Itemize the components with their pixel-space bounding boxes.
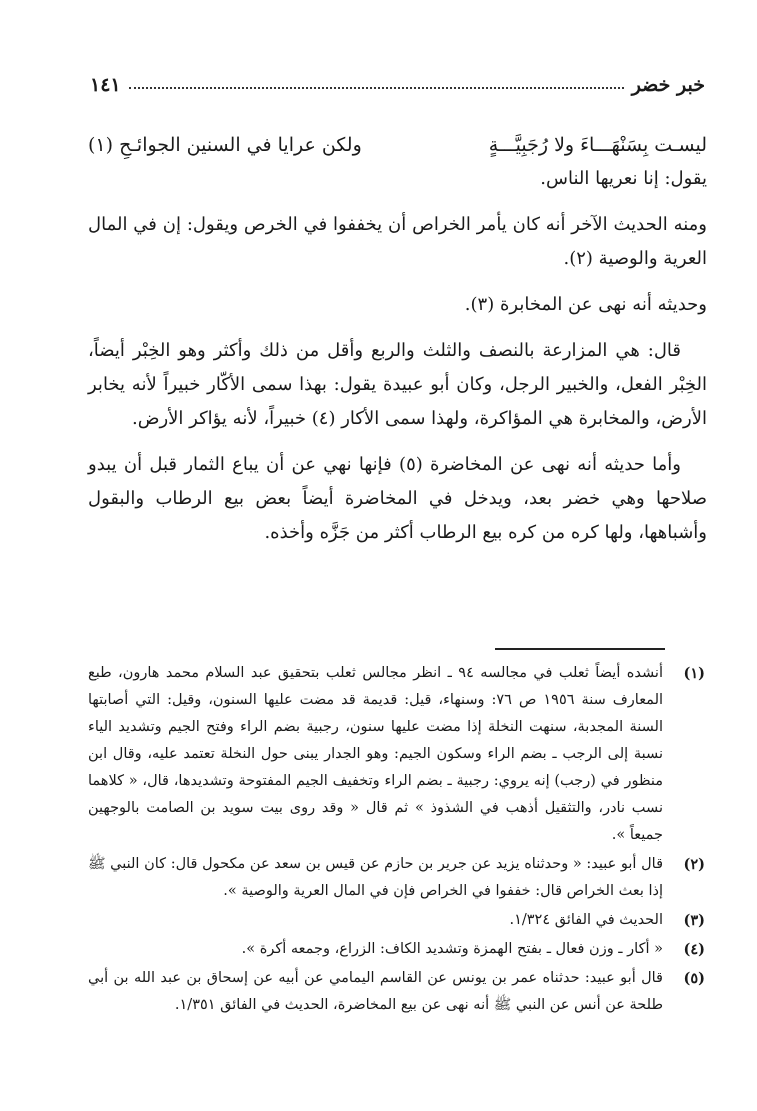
footnote: [88, 936, 705, 963]
paragraph: وأما حديثه أنه نهى عن المخاضرة (٥) فإنها نهي عن أن يباع الثمار قبل أن يبدو صلاحها وهي خضر بعد، ويدخل في المخاضرة أيضاً بعض بيع الرطاب والبقول وأشباهها، ولها كره من كره بيع الرطاب أكثر من جَزَّه وأخذه.: [88, 454, 707, 543]
running-header: [90, 70, 705, 100]
footnote-text: الحديث في الفائق ١/٣٢٤.: [509, 912, 663, 928]
footnote-text: « أكار ـ وزن فعال ـ بفتح الهمزة وتشديد الكاف: الزراع، وجمعه أكرة ».: [241, 941, 663, 957]
footnote-text: أنشده أيضاً ثعلب في مجالسه ٩٤ ـ انظر مجالس ثعلب بتحقيق عبد السلام محمد هارون، طبع المعارف سنة ١٩٥٦ ص ٧٦: وسنهاء، قيل: قديمة قد مضت عليها السنون، وقيل: التي أصابتها السنة المجدبة، سنهت النخلة إذا مضت عليها سنون، رجبية بضم الراء وفتح الجيم وتشديد الياء نسبة إلى الرجب ـ بضم الراء وسكون الجيم: وهو الجدار يبنى حول النخلة تعتمد عليه، وقال ابن منظور في (رجب) إنه يروي: رجبية ـ بضم الراء وتخفيف الجيم المفتوحة وتشديدها، قال، « كلاهما نسب نادر، والتثقيل أذهب في الشذوذ » ثم قال « وقد روى بيت سويد بن الصامت بالوجهين جميعاً ».: [88, 665, 664, 843]
footnote-separator: [495, 648, 665, 650]
paragraph: قال: هي المزارعة بالنصف والثلث والربع وأقل من ذلك وأكثر وهو الخِبْر أيضاً، الخِبْر الفعل، والخبير الرجل، وكان أبو عبيدة يقول: بهذا سمى الأكّار خبيراً لأنه يخابر الأرض، والمخابرة هي المؤاكرة، ولهذا سمى الأكار (٤) خبيراً، لأنه يؤاكر الأرض.: [88, 340, 707, 429]
footnote: [88, 965, 705, 1019]
footnote-number: (١): [683, 665, 705, 682]
header-title: خبر خضر: [631, 74, 705, 96]
footnote-number: (٤): [683, 941, 705, 958]
footnote-text: قال أبو عبيد: « وحدثناه يزيد عن جرير بن حازم عن قيس بن سعد عن مكحول قال: كان النبي ﷺ إذا بعث الخراص قال: خففوا في الخراص فإن في المال العرية والوصية ».: [88, 856, 663, 899]
footnote-number: (٥): [683, 970, 705, 987]
header-dotted-leader: [129, 87, 624, 89]
footnote-text: قال أبو عبيد: حدثناه عمر بن يونس عن القاسم اليمامي عن أبيه عن إسحاق بن عبد الله بن أبي طلحة عن أنس عن النبي ﷺ أنه نهى عن بيع المخاضرة، الحديث في الفائق ١/٣٥١.: [88, 970, 663, 1013]
verse-second-hemistich: ولكن عرايا في السنين الجوائـحِ (١): [88, 134, 362, 156]
paragraph: ومنه الحديث الآخر أنه كان يأمر الخراص أن يخففوا في الخرص ويقول: إن في المال العرية والوصية (٢).: [88, 214, 707, 269]
footnote-number: (٣): [683, 912, 705, 929]
footnote: [88, 851, 705, 905]
poem-verse: [88, 128, 707, 162]
footnote: [88, 660, 705, 849]
paragraph: يقول: إنا نعريها الناس.: [540, 168, 707, 189]
footnote-number: (٢): [683, 856, 705, 873]
verse-first-hemistich: ليسـت بِسَنْهَـــاءَ ولا رُجَبِيَّـــةٍ: [488, 134, 707, 156]
footnotes: [88, 660, 705, 1021]
paragraph: وحديثه أنه نهى عن المخابرة (٣).: [464, 294, 707, 315]
main-text: [88, 128, 707, 550]
footnote: [88, 907, 705, 934]
page-number: ١٤١: [90, 74, 121, 96]
